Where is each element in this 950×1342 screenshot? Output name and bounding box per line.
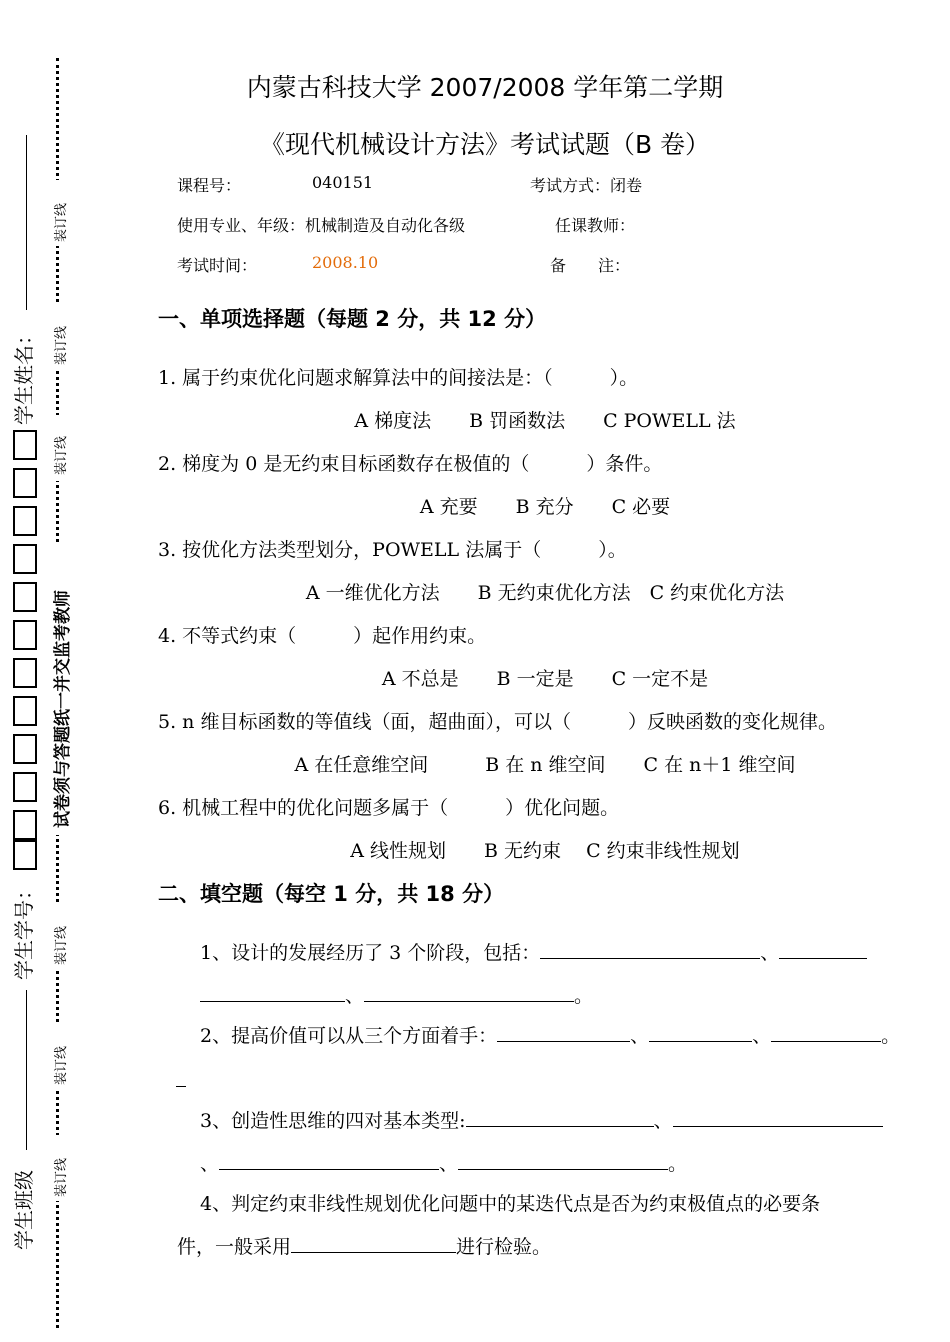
- question-options: A 一维优化方法 B 无约束优化方法 C 约束优化方法: [305, 582, 785, 604]
- student-name-label: 学生姓名：: [12, 325, 36, 425]
- fill-question-1: 1、设计的发展经历了 3 个阶段，包括： 、: [200, 938, 867, 965]
- fill-blank[interactable]: [219, 1151, 439, 1170]
- fill-blank[interactable]: [466, 1108, 654, 1127]
- fill-question-3-cont: 、 、 。: [200, 1153, 688, 1175]
- fill-blank[interactable]: [673, 1108, 883, 1127]
- fill-question-4: 4、判定约束非线性规划优化问题中的某迭代点是否为约束极值点的必要条: [200, 1193, 821, 1215]
- fill-blank[interactable]: [771, 1023, 881, 1042]
- question-options: A 线性规划 B 无约束 C 约束非线性规划: [350, 840, 740, 862]
- student-id-box[interactable]: [13, 430, 37, 460]
- exam-time-label: 考试时间：: [177, 256, 258, 275]
- teacher-info: 任课教师：: [555, 216, 636, 235]
- question-options: A 充要 B 充分 C 必要: [419, 496, 671, 518]
- exam-title: 内蒙古科技大学 2007/2008 学年第二学期: [246, 73, 724, 102]
- exam-subtitle: 《现代机械设计方法》考试试题（B 卷）: [259, 130, 711, 159]
- question-options: A 在任意维空间 B 在 n 维空间 C 在 n＋1 维空间: [294, 754, 796, 776]
- remarks: 备 注：: [550, 256, 631, 275]
- bind-line-label: 装订线: [54, 202, 69, 242]
- fill-blank-fragment: [176, 1086, 186, 1087]
- fill-blank[interactable]: [458, 1151, 668, 1170]
- section1-title: 一、单项选择题（每题 2 分，共 12 分）: [158, 307, 547, 331]
- student-id-box[interactable]: [13, 696, 37, 726]
- fill-blank[interactable]: [649, 1023, 752, 1042]
- fill-question-2: 2、提高价值可以从三个方面着手： 、 、 。: [200, 1025, 901, 1047]
- fill-question-4-cont: 件，一般采用 进行检验。: [177, 1236, 552, 1258]
- question-text: 1. 属于约束优化问题求解算法中的间接法是：（ ）。: [158, 367, 639, 389]
- section2-title: 二、填空题（每空 1 分，共 18 分）: [158, 882, 505, 906]
- bind-line-label: 装订线: [54, 1157, 69, 1197]
- fill-blank[interactable]: [497, 1023, 630, 1042]
- bind-line-label: 装订线: [54, 1045, 69, 1085]
- question-options: A 不总是 B 一定是 C 一定不是: [381, 668, 709, 690]
- student-id-label: 学生学号：: [12, 880, 36, 980]
- exam-mode: 考试方式：闭卷: [530, 176, 643, 195]
- student-id-box[interactable]: [13, 544, 37, 574]
- fill-blank[interactable]: [291, 1234, 456, 1253]
- exam-time-value: 2008.10: [312, 253, 379, 272]
- binding-notice: 试卷须与答题纸一并交监考教师: [53, 590, 73, 828]
- fill-question-3: 3、创造性思维的四对基本类型: 、: [200, 1106, 883, 1133]
- bind-line-label: 装订线: [54, 325, 69, 365]
- question-text: 2. 梯度为 0 是无约束目标函数存在极值的（ ）条件。: [158, 453, 663, 475]
- course-no-value: 040151: [312, 173, 374, 192]
- fill-blank[interactable]: [200, 983, 345, 1002]
- fill-blank[interactable]: [779, 940, 867, 959]
- bind-line-label: 装订线: [54, 925, 69, 965]
- name-underline: [26, 135, 27, 310]
- question-options: A 梯度法 B 罚函数法 C POWELL 法: [354, 410, 736, 432]
- question-text: 6. 机械工程中的优化问题多属于（ ）优化问题。: [158, 797, 620, 819]
- fill-blank[interactable]: [364, 983, 574, 1002]
- class-underline: [26, 990, 27, 1150]
- course-no-label: 课程号：: [177, 176, 242, 195]
- major-info: 使用专业、年级：机械制造及自动化各级: [177, 216, 466, 235]
- question-text: 3. 按优化方法类型划分，POWELL 法属于（ ）。: [158, 539, 627, 561]
- bind-line-label: 装订线: [54, 435, 69, 475]
- fill-blank[interactable]: [540, 940, 760, 959]
- question-text: 4. 不等式约束（ ）起作用约束。: [158, 625, 487, 647]
- student-id-box[interactable]: [13, 620, 37, 650]
- fill-question-1-cont: 、 。: [200, 981, 593, 1008]
- question-text: 5. n 维目标函数的等值线（面，超曲面），可以（ ）反映函数的变化规律。: [158, 711, 837, 733]
- student-class-label: 学生班级: [12, 1170, 36, 1250]
